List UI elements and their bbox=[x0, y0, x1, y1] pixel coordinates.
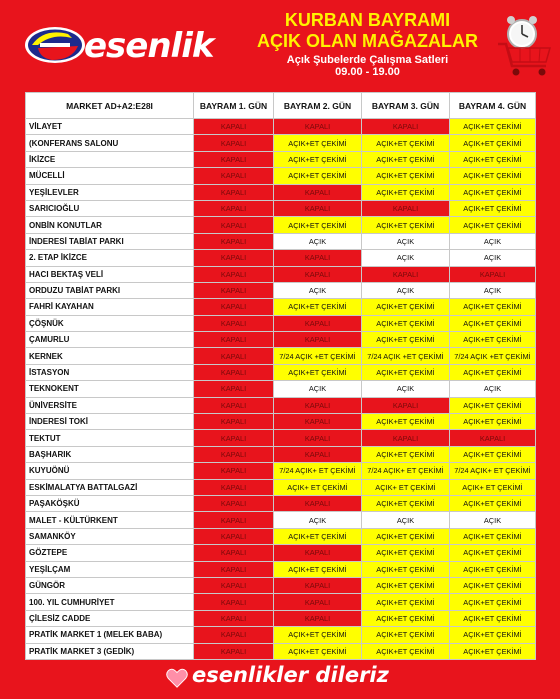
status-cell-day-2: KAPALI bbox=[274, 184, 362, 200]
status-cell-day-1: KAPALI bbox=[194, 217, 274, 233]
status-cell-day-2: AÇIK bbox=[274, 233, 362, 249]
status-cell-day-2: AÇIK+ ET ÇEKİMİ bbox=[274, 479, 362, 495]
table-header-row bbox=[26, 93, 536, 119]
table-row bbox=[26, 430, 536, 446]
status-cell-day-3: AÇIK+ET ÇEKİMİ bbox=[362, 151, 450, 167]
market-name-cell: İKİZCE bbox=[26, 151, 194, 167]
status-cell-day-4: AÇIK bbox=[450, 512, 536, 528]
table-row bbox=[26, 299, 536, 315]
table-row bbox=[26, 381, 536, 397]
table-row bbox=[26, 446, 536, 462]
market-name-cell: ÜNİVERSİTE bbox=[26, 397, 194, 413]
status-cell-day-3: AÇIK+ET ÇEKİMİ bbox=[362, 184, 450, 200]
status-cell-day-4: 7/24 AÇIK+ ET ÇEKİMİ bbox=[450, 463, 536, 479]
table-row bbox=[26, 643, 536, 659]
table-row bbox=[26, 332, 536, 348]
status-cell-day-4: AÇIK+ET ÇEKİMİ bbox=[450, 495, 536, 511]
status-cell-day-2: AÇIK+ET ÇEKİMİ bbox=[274, 528, 362, 544]
esenlik-logo[interactable] bbox=[22, 22, 222, 70]
status-cell-day-1: KAPALI bbox=[194, 184, 274, 200]
status-cell-day-1: KAPALI bbox=[194, 577, 274, 593]
status-cell-day-1: KAPALI bbox=[194, 627, 274, 643]
status-cell-day-3: AÇIK+ET ÇEKİMİ bbox=[362, 528, 450, 544]
status-cell-day-2: KAPALI bbox=[274, 430, 362, 446]
status-cell-day-4: AÇIK+ET ÇEKİMİ bbox=[450, 135, 536, 151]
status-cell-day-4: AÇIK+ET ÇEKİMİ bbox=[450, 561, 536, 577]
status-cell-day-4: AÇIK+ET ÇEKİMİ bbox=[450, 397, 536, 413]
status-cell-day-2: KAPALI bbox=[274, 397, 362, 413]
status-cell-day-2: KAPALI bbox=[274, 119, 362, 135]
table-row bbox=[26, 577, 536, 593]
status-cell-day-1: KAPALI bbox=[194, 414, 274, 430]
status-cell-day-4: KAPALI bbox=[450, 430, 536, 446]
hours: 09.00 - 19.00 bbox=[335, 66, 400, 78]
table-row bbox=[26, 315, 536, 331]
status-cell-day-1: KAPALI bbox=[194, 332, 274, 348]
title-block bbox=[245, 10, 490, 78]
status-cell-day-2: KAPALI bbox=[274, 200, 362, 216]
market-name-cell: FAHRİ KAYAHAN bbox=[26, 299, 194, 315]
status-cell-day-2: KAPALI bbox=[274, 446, 362, 462]
status-cell-day-2: AÇIK+ET ÇEKİMİ bbox=[274, 627, 362, 643]
status-cell-day-3: AÇIK+ET ÇEKİMİ bbox=[362, 135, 450, 151]
table-row bbox=[26, 119, 536, 135]
status-cell-day-3: AÇIK+ET ÇEKİMİ bbox=[362, 332, 450, 348]
market-name-cell: ONBİN KONUTLAR bbox=[26, 217, 194, 233]
status-cell-day-3: 7/24 AÇIK+ ET ÇEKİMİ bbox=[362, 463, 450, 479]
table-row bbox=[26, 528, 536, 544]
status-cell-day-3: AÇIK+ET ÇEKİMİ bbox=[362, 446, 450, 462]
status-cell-day-4: AÇIK+ET ÇEKİMİ bbox=[450, 151, 536, 167]
shopping-cart-clock-icon bbox=[492, 10, 556, 80]
market-name-cell: MÜCELLİ bbox=[26, 168, 194, 184]
table-row bbox=[26, 250, 536, 266]
status-cell-day-3: KAPALI bbox=[362, 119, 450, 135]
title-line-1: KURBAN BAYRAMI bbox=[284, 10, 451, 30]
status-cell-day-1: KAPALI bbox=[194, 430, 274, 446]
market-name-cell: TEKTUT bbox=[26, 430, 194, 446]
market-name-cell: YEŞİLÇAM bbox=[26, 561, 194, 577]
table-row bbox=[26, 561, 536, 577]
status-cell-day-1: KAPALI bbox=[194, 397, 274, 413]
status-cell-day-1: KAPALI bbox=[194, 545, 274, 561]
status-cell-day-3: AÇIK+ET ÇEKİMİ bbox=[362, 414, 450, 430]
status-cell-day-3: AÇIK+ET ÇEKİMİ bbox=[362, 643, 450, 659]
status-cell-day-3: AÇIK+ET ÇEKİMİ bbox=[362, 627, 450, 643]
market-name-cell: SAMANKÖY bbox=[26, 528, 194, 544]
status-cell-day-3: AÇIK+ET ÇEKİMİ bbox=[362, 545, 450, 561]
table-row bbox=[26, 184, 536, 200]
status-cell-day-3: AÇIK+ET ÇEKİMİ bbox=[362, 594, 450, 610]
status-cell-day-1: KAPALI bbox=[194, 528, 274, 544]
status-cell-day-2: KAPALI bbox=[274, 610, 362, 626]
status-cell-day-2: AÇIK+ET ÇEKİMİ bbox=[274, 217, 362, 233]
status-cell-day-3: KAPALI bbox=[362, 430, 450, 446]
market-name-cell: İSTASYON bbox=[26, 364, 194, 380]
status-cell-day-4: AÇIK+ET ÇEKİMİ bbox=[450, 446, 536, 462]
status-cell-day-3: AÇIK bbox=[362, 381, 450, 397]
market-name-cell: YEŞİLEVLER bbox=[26, 184, 194, 200]
status-cell-day-2: AÇIK bbox=[274, 512, 362, 528]
status-cell-day-1: KAPALI bbox=[194, 200, 274, 216]
market-name-cell: ÇÖŞNÜK bbox=[26, 315, 194, 331]
market-name-cell: ÇİLESİZ CADDE bbox=[26, 610, 194, 626]
status-cell-day-1: KAPALI bbox=[194, 315, 274, 331]
column-header-day-1: BAYRAM 1. GÜN bbox=[194, 93, 274, 119]
status-cell-day-3: 7/24 AÇIK +ET ÇEKİMİ bbox=[362, 348, 450, 364]
table-row bbox=[26, 610, 536, 626]
esenlik-logo-icon bbox=[22, 24, 88, 66]
market-name-cell: HACI BEKTAŞ VELİ bbox=[26, 266, 194, 282]
market-name-cell: ÇAMURLU bbox=[26, 332, 194, 348]
status-cell-day-4: AÇIK+ET ÇEKİMİ bbox=[450, 627, 536, 643]
market-name-cell: 100. YIL CUMHURİYET bbox=[26, 594, 194, 610]
status-cell-day-1: KAPALI bbox=[194, 151, 274, 167]
market-name-cell: KERNEK bbox=[26, 348, 194, 364]
market-name-cell: MALET - KÜLTÜRKENT bbox=[26, 512, 194, 528]
market-name-cell: VİLAYET bbox=[26, 119, 194, 135]
market-name-cell: (KONFERANS SALONU bbox=[26, 135, 194, 151]
table-row bbox=[26, 168, 536, 184]
status-cell-day-2: KAPALI bbox=[274, 315, 362, 331]
status-cell-day-1: KAPALI bbox=[194, 299, 274, 315]
market-name-cell: 2. ETAP İKİZCE bbox=[26, 250, 194, 266]
market-name-cell: PAŞAKÖŞKÜ bbox=[26, 495, 194, 511]
status-cell-day-4: AÇIK+ET ÇEKİMİ bbox=[450, 299, 536, 315]
status-cell-day-3: KAPALI bbox=[362, 266, 450, 282]
status-cell-day-2: KAPALI bbox=[274, 577, 362, 593]
table-row bbox=[26, 282, 536, 298]
status-cell-day-3: AÇIK bbox=[362, 233, 450, 249]
table-row bbox=[26, 512, 536, 528]
status-cell-day-2: AÇIK+ET ÇEKİMİ bbox=[274, 135, 362, 151]
table-row bbox=[26, 414, 536, 430]
status-cell-day-2: KAPALI bbox=[274, 594, 362, 610]
store-schedule-table bbox=[25, 92, 535, 660]
status-cell-day-2: 7/24 AÇIK +ET ÇEKİMİ bbox=[274, 348, 362, 364]
status-cell-day-3: AÇIK+ET ÇEKİMİ bbox=[362, 561, 450, 577]
status-cell-day-2: KAPALI bbox=[274, 332, 362, 348]
title-line-2: AÇIK OLAN MAĞAZALAR bbox=[257, 31, 478, 51]
status-cell-day-1: KAPALI bbox=[194, 119, 274, 135]
status-cell-day-4: AÇIK+ET ÇEKİMİ bbox=[450, 594, 536, 610]
status-cell-day-1: KAPALI bbox=[194, 495, 274, 511]
market-name-cell: TEKNOKENT bbox=[26, 381, 194, 397]
status-cell-day-3: AÇIK+ET ÇEKİMİ bbox=[362, 364, 450, 380]
status-cell-day-1: KAPALI bbox=[194, 512, 274, 528]
status-cell-day-3: AÇIK+ET ÇEKİMİ bbox=[362, 217, 450, 233]
market-name-cell: İNDERESİ TOKİ bbox=[26, 414, 194, 430]
market-name-cell: ORDUZU TABİAT PARKI bbox=[26, 282, 194, 298]
status-cell-day-3: AÇIK+ET ÇEKİMİ bbox=[362, 610, 450, 626]
status-cell-day-2: AÇIK+ET ÇEKİMİ bbox=[274, 643, 362, 659]
status-cell-day-4: AÇIK bbox=[450, 233, 536, 249]
market-name-cell: ESKİMALATYA BATTALGAZİ bbox=[26, 479, 194, 495]
status-cell-day-1: KAPALI bbox=[194, 348, 274, 364]
status-cell-day-3: AÇIK bbox=[362, 250, 450, 266]
table-row bbox=[26, 495, 536, 511]
status-cell-day-4: AÇIK+ET ÇEKİMİ bbox=[450, 364, 536, 380]
status-cell-day-4: AÇIK bbox=[450, 381, 536, 397]
status-cell-day-3: AÇIK bbox=[362, 512, 450, 528]
status-cell-day-4: AÇIK+ET ÇEKİMİ bbox=[450, 184, 536, 200]
table-row bbox=[26, 463, 536, 479]
table-row bbox=[26, 135, 536, 151]
status-cell-day-4: AÇIK+ ET ÇEKİMİ bbox=[450, 479, 536, 495]
status-cell-day-3: AÇIK+ ET ÇEKİMİ bbox=[362, 479, 450, 495]
column-header-day-2: BAYRAM 2. GÜN bbox=[274, 93, 362, 119]
status-cell-day-3: KAPALI bbox=[362, 200, 450, 216]
status-cell-day-4: AÇIK+ET ÇEKİMİ bbox=[450, 545, 536, 561]
table-row bbox=[26, 151, 536, 167]
market-name-cell: PRATİK MARKET 3 (GEDİK) bbox=[26, 643, 194, 659]
status-cell-day-4: AÇIK+ET ÇEKİMİ bbox=[450, 643, 536, 659]
status-cell-day-2: KAPALI bbox=[274, 250, 362, 266]
table-row bbox=[26, 200, 536, 216]
header bbox=[0, 0, 560, 92]
brand-name: esenlik bbox=[84, 26, 214, 66]
status-cell-day-2: 7/24 AÇIK+ ET ÇEKİMİ bbox=[274, 463, 362, 479]
status-cell-day-1: KAPALI bbox=[194, 250, 274, 266]
status-cell-day-4: AÇIK+ET ÇEKİMİ bbox=[450, 577, 536, 593]
column-header-day-4: BAYRAM 4. GÜN bbox=[450, 93, 536, 119]
market-name-cell: GÖZTEPE bbox=[26, 545, 194, 561]
status-cell-day-4: AÇIK+ET ÇEKİMİ bbox=[450, 168, 536, 184]
status-cell-day-2: KAPALI bbox=[274, 495, 362, 511]
table-row bbox=[26, 397, 536, 413]
status-cell-day-4: AÇIK+ET ÇEKİMİ bbox=[450, 610, 536, 626]
status-cell-day-3: AÇIK+ET ÇEKİMİ bbox=[362, 495, 450, 511]
table-row bbox=[26, 545, 536, 561]
status-cell-day-3: AÇIK+ET ÇEKİMİ bbox=[362, 168, 450, 184]
table-row bbox=[26, 266, 536, 282]
status-cell-day-2: AÇIK bbox=[274, 282, 362, 298]
market-name-cell: BAŞHARIK bbox=[26, 446, 194, 462]
status-cell-day-3: AÇIK+ET ÇEKİMİ bbox=[362, 299, 450, 315]
table-row bbox=[26, 364, 536, 380]
status-cell-day-4: AÇIK bbox=[450, 250, 536, 266]
status-cell-day-1: KAPALI bbox=[194, 282, 274, 298]
status-cell-day-1: KAPALI bbox=[194, 135, 274, 151]
status-cell-day-2: AÇIK+ET ÇEKİMİ bbox=[274, 364, 362, 380]
table-row bbox=[26, 217, 536, 233]
status-cell-day-1: KAPALI bbox=[194, 610, 274, 626]
status-cell-day-1: KAPALI bbox=[194, 446, 274, 462]
status-cell-day-2: AÇIK+ET ÇEKİMİ bbox=[274, 151, 362, 167]
status-cell-day-1: KAPALI bbox=[194, 479, 274, 495]
status-cell-day-3: AÇIK+ET ÇEKİMİ bbox=[362, 577, 450, 593]
status-cell-day-2: KAPALI bbox=[274, 266, 362, 282]
column-header-day-3: BAYRAM 3. GÜN bbox=[362, 93, 450, 119]
status-cell-day-1: KAPALI bbox=[194, 233, 274, 249]
status-cell-day-3: AÇIK bbox=[362, 282, 450, 298]
table-row bbox=[26, 594, 536, 610]
column-header-market: MARKET AD+A2:E28I bbox=[26, 93, 194, 119]
status-cell-day-4: AÇIK+ET ÇEKİMİ bbox=[450, 119, 536, 135]
status-cell-day-3: KAPALI bbox=[362, 397, 450, 413]
status-cell-day-4: AÇIK+ET ÇEKİMİ bbox=[450, 217, 536, 233]
status-cell-day-4: AÇIK+ET ÇEKİMİ bbox=[450, 414, 536, 430]
market-name-cell: GÜNGÖR bbox=[26, 577, 194, 593]
status-cell-day-4: 7/24 AÇIK +ET ÇEKİMİ bbox=[450, 348, 536, 364]
status-cell-day-2: AÇIK+ET ÇEKİMİ bbox=[274, 168, 362, 184]
status-cell-day-2: KAPALI bbox=[274, 414, 362, 430]
subtitle: Açık Şubelerde Çalışma Satleri bbox=[286, 54, 449, 66]
status-cell-day-4: AÇIK+ET ÇEKİMİ bbox=[450, 200, 536, 216]
market-name-cell: PRATİK MARKET 1 (MELEK BABA) bbox=[26, 627, 194, 643]
table-row bbox=[26, 233, 536, 249]
table-row bbox=[26, 348, 536, 364]
status-cell-day-4: AÇIK+ET ÇEKİMİ bbox=[450, 315, 536, 331]
status-cell-day-2: AÇIK+ET ÇEKİMİ bbox=[274, 561, 362, 577]
market-name-cell: İNDERESİ TABİAT PARKI bbox=[26, 233, 194, 249]
status-cell-day-2: AÇIK+ET ÇEKİMİ bbox=[274, 299, 362, 315]
footer-greeting: esenlikler dileriz bbox=[192, 663, 389, 687]
status-cell-day-3: AÇIK+ET ÇEKİMİ bbox=[362, 315, 450, 331]
status-cell-day-4: AÇIK+ET ÇEKİMİ bbox=[450, 528, 536, 544]
table-row bbox=[26, 627, 536, 643]
status-cell-day-1: KAPALI bbox=[194, 594, 274, 610]
status-cell-day-1: KAPALI bbox=[194, 643, 274, 659]
status-cell-day-1: KAPALI bbox=[194, 561, 274, 577]
status-cell-day-2: AÇIK bbox=[274, 381, 362, 397]
market-name-cell: KUYUÖNÜ bbox=[26, 463, 194, 479]
status-cell-day-1: KAPALI bbox=[194, 266, 274, 282]
table-row bbox=[26, 479, 536, 495]
status-cell-day-4: AÇIK+ET ÇEKİMİ bbox=[450, 332, 536, 348]
status-cell-day-1: KAPALI bbox=[194, 381, 274, 397]
status-cell-day-2: KAPALI bbox=[274, 545, 362, 561]
status-cell-day-1: KAPALI bbox=[194, 168, 274, 184]
heart-icon bbox=[166, 667, 188, 689]
status-cell-day-4: KAPALI bbox=[450, 266, 536, 282]
status-cell-day-4: AÇIK bbox=[450, 282, 536, 298]
market-name-cell: SARICIOĞLU bbox=[26, 200, 194, 216]
status-cell-day-1: KAPALI bbox=[194, 463, 274, 479]
status-cell-day-1: KAPALI bbox=[194, 364, 274, 380]
